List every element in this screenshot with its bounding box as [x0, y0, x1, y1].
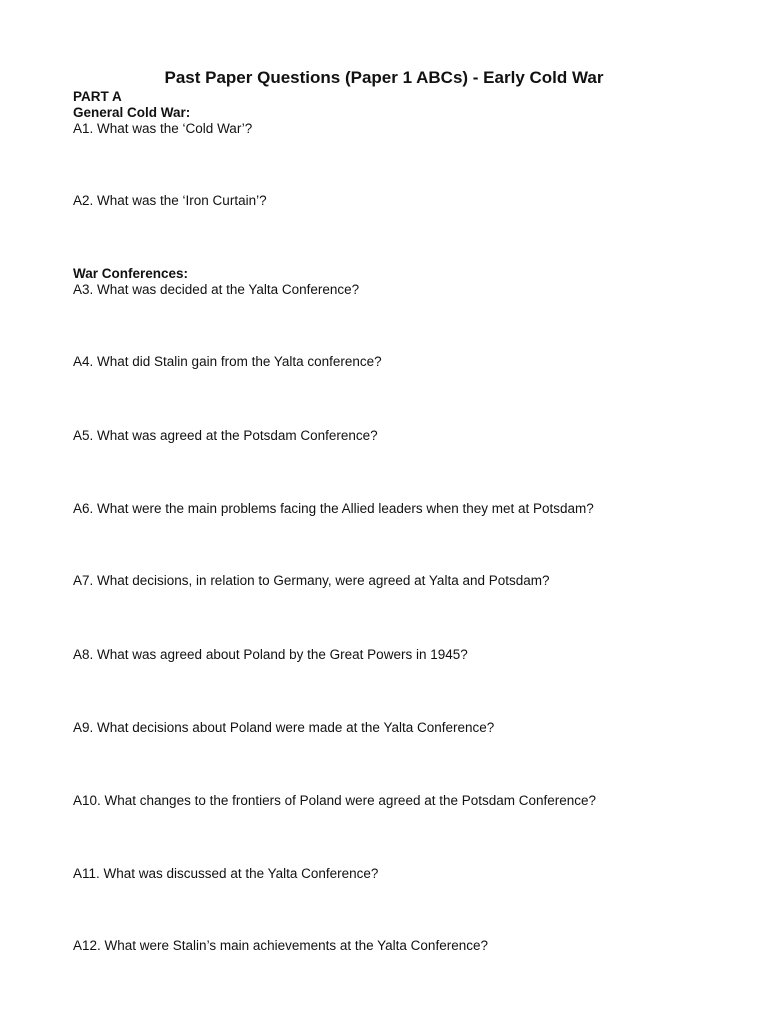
question-a5: A5. What was agreed at the Potsdam Conference? [73, 428, 378, 443]
question-a2: A2. What was the ‘Iron Curtain’? [73, 193, 267, 208]
page-title: Past Paper Questions (Paper 1 ABCs) - Early Cold War [164, 68, 604, 87]
question-a7: A7. What decisions, in relation to Germany, were agreed at Yalta and Potsdam? [73, 573, 550, 588]
question-a6: A6. What were the main problems facing the Allied leaders when they met at Potsdam? [73, 501, 594, 516]
section-heading-war-conferences: War Conferences: [73, 266, 189, 281]
question-a4: A4. What did Stalin gain from the Yalta conference? [73, 354, 382, 369]
question-a9: A9. What decisions about Poland were made at the Yalta Conference? [73, 720, 495, 735]
question-a12: A12. What were Stalin’s main achievements at the Yalta Conference? [73, 938, 488, 953]
question-a1: A1. What was the ‘Cold War’? [73, 121, 253, 136]
question-a8: A8. What was agreed about Poland by the Great Powers in 1945? [73, 647, 468, 662]
question-a10: A10. What changes to the frontiers of Poland were agreed at the Potsdam Conference? [73, 793, 597, 808]
part-label: PART A [73, 89, 122, 104]
section-heading-general-cold-war: General Cold War: [73, 105, 191, 120]
question-a3: A3. What was decided at the Yalta Conference? [73, 282, 360, 297]
question-a11: A11. What was discussed at the Yalta Conference? [73, 866, 379, 881]
